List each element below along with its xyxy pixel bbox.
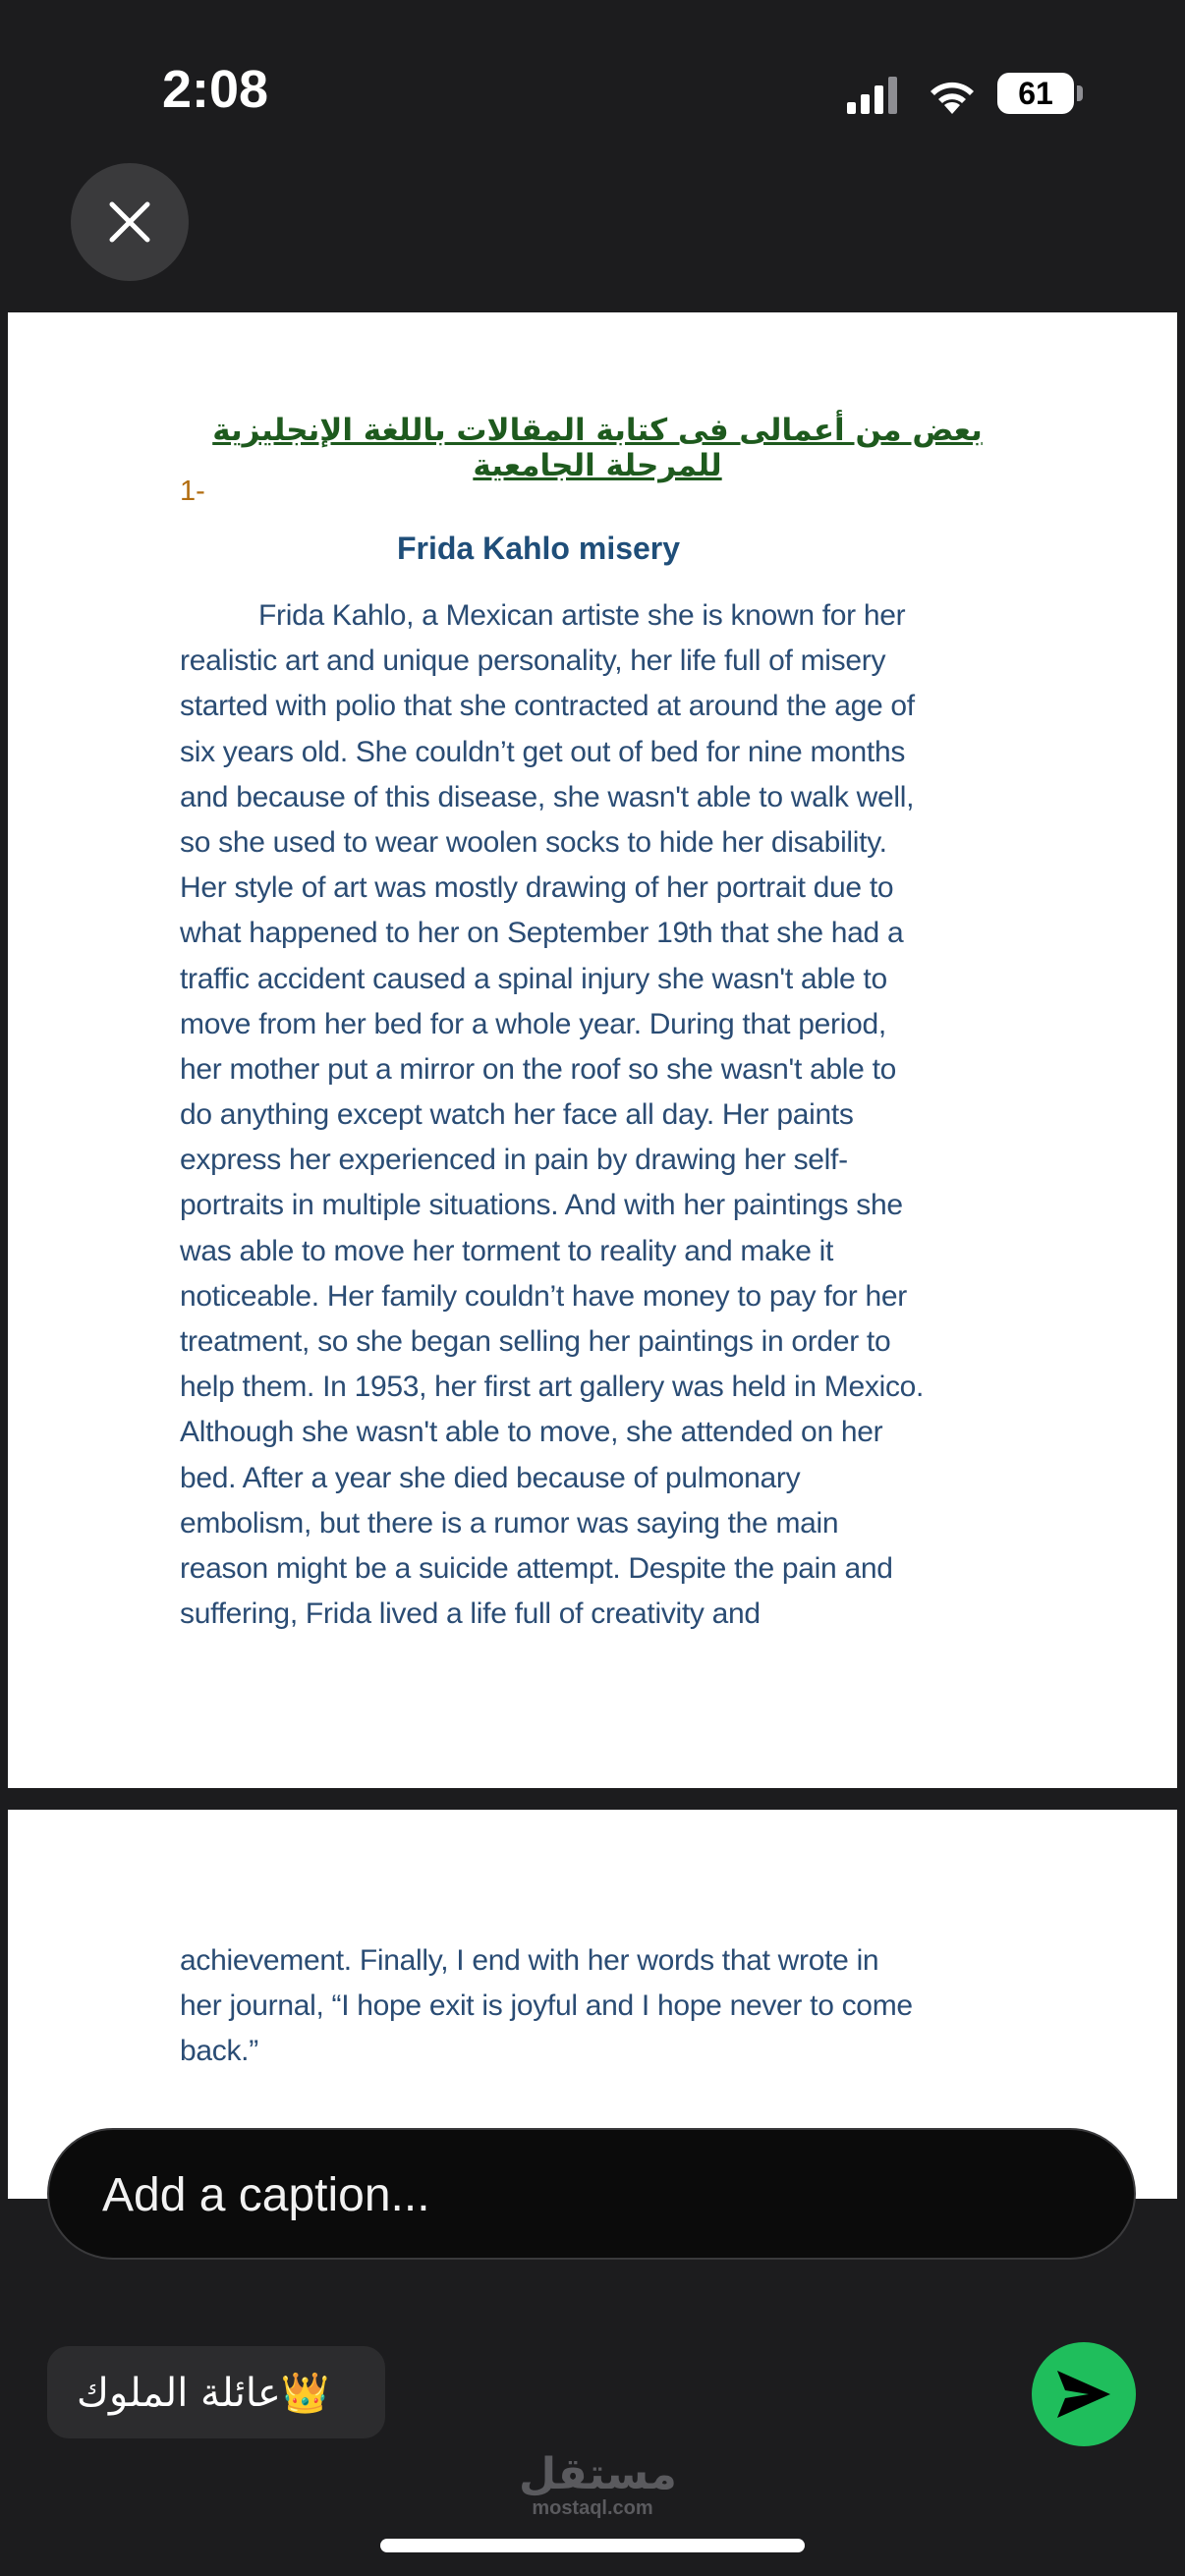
caption-bar — [47, 2128, 1136, 2260]
status-time: 2:08 — [162, 60, 269, 119]
document-heading-arabic: بعض من أعمالى فى كتابة المقالات باللغة الإنجليزية للمرحلة الجامعية — [212, 413, 983, 483]
essay-line: express her experienced in pain by drawing her self- — [180, 1144, 848, 1177]
status-bar — [0, 0, 1185, 196]
essay-body-page-1 — [180, 593, 1025, 1637]
essay-line: move from her bed for a whole year. During that period, — [180, 1007, 886, 1040]
essay-title: Frida Kahlo misery — [396, 531, 681, 566]
home-indicator[interactable] — [380, 2539, 805, 2552]
essay-line: bed. After a year she died because of pulmonary — [180, 1461, 801, 1494]
essay-line: Frida Kahlo, a Mexican artiste she is known for her — [258, 599, 906, 632]
essay-line: started with polio that she contracted at around the age of — [180, 690, 915, 723]
essay-line: her mother put a mirror on the roof so she wasn't able to — [180, 1052, 897, 1086]
essay-line: reason might be a suicide attempt. Despite the pain and — [180, 1551, 893, 1585]
essay-line: and because of this disease, she wasn't able to walk well, — [180, 780, 915, 813]
essay-line: Although she wasn't able to move, she attended on her — [180, 1416, 883, 1449]
battery-indicator: 61 — [997, 73, 1074, 114]
essay-line: help them. In 1953, her first art gallery was held in Mexico. — [180, 1371, 925, 1404]
watermark-arabic: مستقل — [519, 2449, 677, 2499]
document-page-1 — [8, 312, 1177, 1788]
page-divider — [0, 1788, 1185, 1810]
essay-line: back.” — [180, 2035, 258, 2068]
recipient-chip[interactable]: عائلة الملوك👑 — [47, 2346, 385, 2438]
essay-line: achievement. Finally, I end with her words that wrote in — [180, 1944, 879, 1977]
close-icon — [108, 200, 151, 244]
send-button[interactable] — [1032, 2342, 1136, 2446]
essay-number: 1- — [180, 476, 205, 507]
watermark — [519, 2449, 677, 2520]
battery-tip — [1077, 85, 1083, 101]
essay-body-page-2 — [180, 1938, 1025, 2075]
essay-line: so she used to wear woolen socks to hide her disability. — [180, 825, 887, 859]
watermark-latin: mostaql.com — [532, 2497, 653, 2519]
essay-line: treatment, so she began selling her paintings in order to — [180, 1325, 891, 1358]
essay-line: traffic accident caused a spinal injury she wasn't able to — [180, 962, 887, 995]
close-button[interactable] — [71, 163, 189, 281]
essay-line: portraits in multiple situations. And with her paintings she — [180, 1189, 903, 1222]
caption-input[interactable] — [100, 2130, 1087, 2260]
essay-line: embolism, but there is a rumor was saying the main — [180, 1506, 839, 1540]
essay-line: Her style of art was mostly drawing of her portrait due to — [180, 871, 894, 905]
essay-line: her journal, “I hope exit is joyful and I hope never to come — [180, 1989, 913, 2023]
essay-line: noticeable. Her family couldn’t have money to pay for her — [180, 1279, 907, 1313]
essay-line: realistic art and unique personality, her life full of misery — [180, 644, 886, 678]
cellular-signal-icon — [847, 77, 900, 114]
essay-line: do anything except watch her face all day. Her paints — [180, 1098, 854, 1132]
essay-line: six years old. She couldn’t get out of bed for nine months — [180, 735, 906, 768]
essay-line: what happened to her on September 19th that she had a — [180, 917, 904, 950]
send-icon — [1055, 2369, 1112, 2420]
essay-line: suffering, Frida lived a life full of creativity and — [180, 1597, 761, 1631]
essay-line: was able to move her torment to reality and make it — [180, 1234, 834, 1267]
wifi-icon — [926, 73, 979, 114]
